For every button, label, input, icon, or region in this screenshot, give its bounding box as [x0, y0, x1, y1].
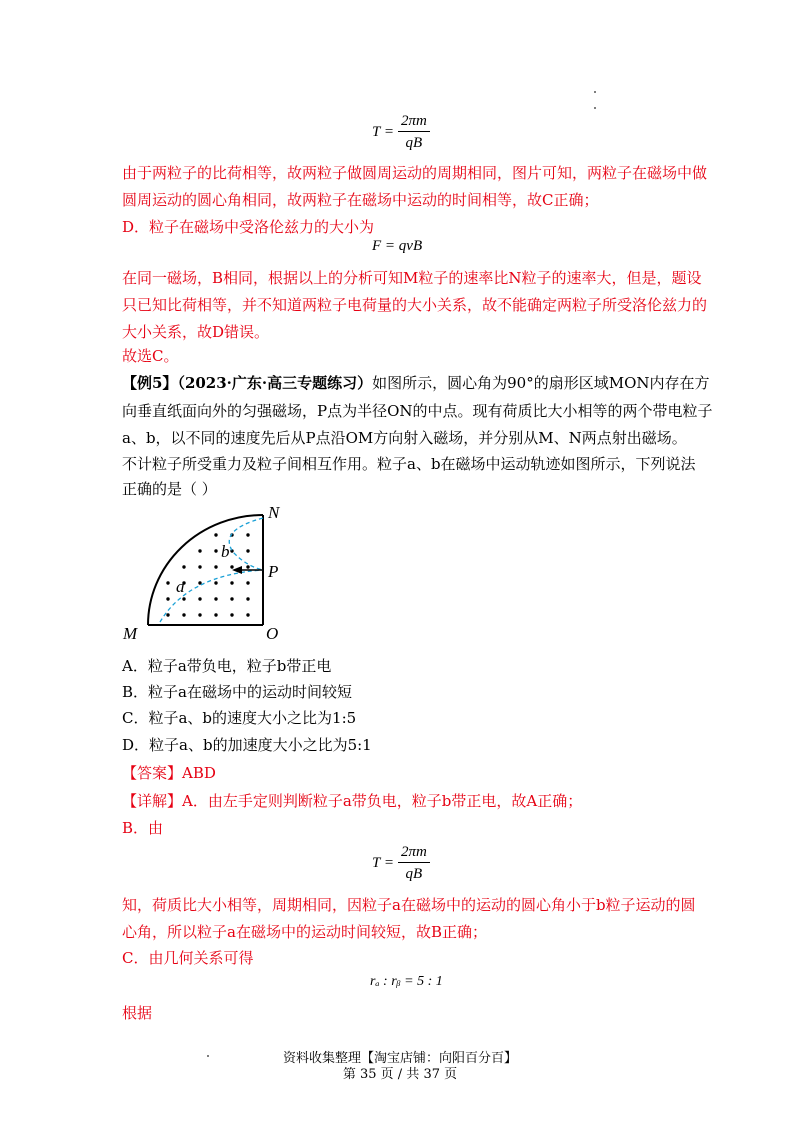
option-c: C．粒子a、b的速度大小之比为1:5: [122, 709, 357, 727]
option-d: D．粒子a、b的加速度大小之比为5:1: [122, 736, 372, 754]
field-dot: [182, 597, 185, 600]
field-dot: [166, 581, 169, 584]
field-dot: [246, 581, 249, 584]
field-dot: [246, 613, 249, 616]
radius-ratio-formula: rₐ : rᵦ = 5 : 1: [370, 974, 443, 989]
field-dot: [214, 565, 217, 568]
field-dot: [198, 549, 201, 552]
text-line: 正确的是（ ）: [122, 480, 217, 498]
answer-label: 【答案】ABD: [122, 764, 216, 782]
text-line: 故选C。: [122, 347, 179, 365]
field-dot: [214, 533, 217, 536]
text-line: 大小关系，故D错误。: [122, 323, 270, 341]
text-line: 只已知比荷相等，并不知道两粒子电荷量的大小关系，故不能确定两粒子所受洛伦兹力的: [122, 296, 708, 314]
force-formula: F = qvB: [372, 238, 423, 254]
label-N: N: [268, 503, 280, 522]
example-tag: 【例5】: [122, 374, 178, 392]
text-line: C．由几何关系可得: [122, 949, 254, 967]
sector-figure: [118, 500, 298, 645]
field-dot: [198, 597, 201, 600]
option-b: B．粒子a在磁场中的运动时间较短: [122, 683, 352, 701]
field-dot: [230, 565, 233, 568]
text-line: 圆周运动的圆心角相同，故两粒子在磁场中运动的时间相等，故C正确；: [122, 191, 599, 209]
period-formula-top: [372, 112, 430, 152]
magnetic-field-dots: [166, 533, 249, 616]
text-line: 根据: [122, 1004, 153, 1022]
stray-dot: [594, 107, 596, 109]
option-a: A．粒子a带负电，粒子b带正电: [122, 657, 332, 675]
label-O: O: [266, 624, 279, 643]
field-dot: [166, 613, 169, 616]
example-heading: [122, 373, 710, 393]
footer-source: 资料收集整理【淘宝店铺：向阳百分百】: [282, 1051, 517, 1066]
field-dot: [230, 597, 233, 600]
label-b: b: [221, 542, 230, 561]
trajectory-b: [229, 518, 263, 570]
field-dot: [214, 613, 217, 616]
formula-denominator: qB: [405, 135, 423, 151]
field-dot: [230, 613, 233, 616]
formula-lhs: T =: [372, 123, 394, 140]
field-dot: [166, 597, 169, 600]
period-formula-bottom: [372, 843, 430, 883]
text-line: 在同一磁场，B相同，根据以上的分析可知M粒子的速率比N粒子的速率大，但是，题设: [122, 269, 702, 287]
label-a: a: [176, 577, 185, 596]
text-line: D．粒子在磁场中受洛伦兹力的大小为: [122, 218, 375, 236]
text-line: 心角，所以粒子a在磁场中的运动时间较短，故B正确；: [122, 923, 487, 941]
page-number: 第 35 页 / 共 37 页: [342, 1067, 458, 1082]
field-dot: [246, 565, 249, 568]
field-dot: [246, 533, 249, 536]
formula-numerator: 2πm: [398, 843, 430, 863]
field-dot: [198, 613, 201, 616]
text-line: 知，荷质比大小相等，周期相同，因粒子a在磁场中的运动的圆心角小于b粒子运动的圆: [122, 896, 696, 914]
example-text: 如图所示，圆心角为90°的扇形区域MON内存在方: [372, 374, 710, 392]
field-dot: [214, 581, 217, 584]
example-source: （2023·广东·高三专题练习）: [177, 374, 373, 392]
field-dot: [230, 581, 233, 584]
text-line: B．由: [122, 819, 164, 837]
field-dot: [182, 613, 185, 616]
text-line: 向垂直纸面向外的匀强磁场，P点为半径ON的中点。现有荷质比大小相等的两个带电粒子: [122, 402, 713, 420]
formula-denominator: qB: [405, 866, 423, 882]
stray-dot: [594, 91, 596, 93]
field-dot: [214, 549, 217, 552]
text-line: 不计粒子所受重力及粒子间相互作用。粒子a、b在磁场中运动轨迹如图所示，下列说法: [122, 455, 696, 473]
formula-numerator: 2πm: [398, 112, 430, 132]
label-M: M: [123, 624, 138, 643]
formula-lhs: T =: [372, 854, 394, 871]
field-dot: [246, 597, 249, 600]
field-dot: [214, 597, 217, 600]
label-P: P: [268, 562, 279, 581]
field-dot: [198, 565, 201, 568]
text-line: 由于两粒子的比荷相等，故两粒子做圆周运动的周期相同，图片可知，两粒子在磁场中做: [122, 164, 708, 182]
text-line: a、b，以不同的速度先后从P点沿OM方向射入磁场，并分别从M、N两点射出磁场。: [122, 429, 687, 447]
text-line: 【详解】A．由左手定则判断粒子a带负电，粒子b带正电，故A正确；: [122, 792, 583, 810]
field-dot: [246, 549, 249, 552]
field-dot: [182, 565, 185, 568]
